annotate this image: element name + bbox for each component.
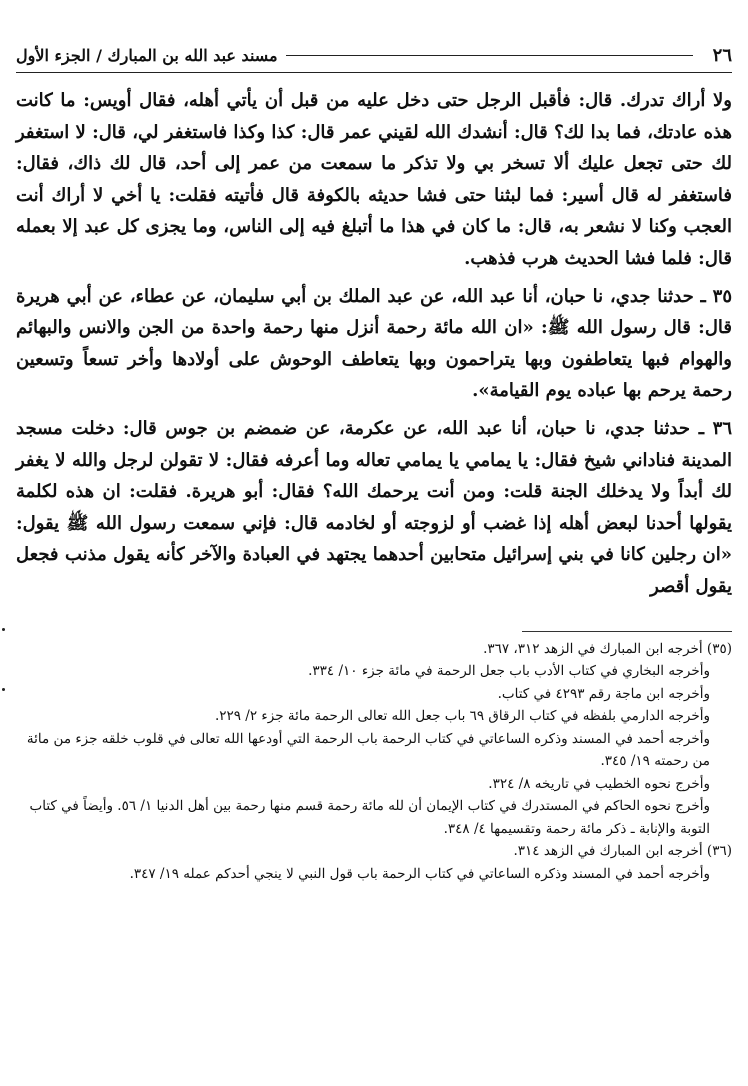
- hadith-text: حدثنا جدي، نا حبان، أنا عبد الله، عن عبد الملك بن أبي سليمان، عن عطاء، عن أبي هريرة قال: قال رسول الله ﷺ: «ان الله مائة رحمة أنزل منها رحمة واحدة من الجن والانس والبهائم والهوام فبها يتعاطفون وبها يتراحمون وبها يتعاطف الوحوش على أولادها وأخر تسعاً وتسعين رحمة يرحم بها عباده يوم القيامة».: [16, 285, 732, 402]
- footnote-36: [16, 840, 732, 885]
- hadith-36: [16, 413, 732, 603]
- page-number: ٢٦: [712, 44, 732, 66]
- footnote-line: وأخرجه البخاري في كتاب الأدب باب جعل الرحمة في مائة جزء ١٠/ ٣٣٤.: [308, 663, 710, 679]
- footnote-line: (٣٥) أخرجه ابن المبارك في الزهد ٣١٢، ٣٦٧.: [483, 640, 732, 657]
- hadith-text: حدثنا جدي، نا حبان، أنا عبد الله، عن عكرمة، عن ضمضم بن جوس قال: دخلت مسجد المدينة فناداني شيخ فقال: يا يمامي يا يمامي تعاله وما أعرفه فقال: لا تقولن لرجل والله لا يغفر لك أبداً ولا يدخلك الجنة قلت: ومن أنت يرحمك الله؟ فقال: أبو هريرة. فقلت: ان هذه لكلمة يقولها أحدنا لبعض أهله إذا غضب أو لزوجته أو لخادمه قال: فإني سمعت رسول الله ﷺ يقول: «ان رجلين كانا في بني إسرائيل متحابين أحدهما يجتهد في العبادة والآخر كأنه يقول مذنب فجعل يقول أقصر: [16, 417, 732, 597]
- main-text: [16, 85, 732, 603]
- footnote-line: وأخرج نحوه الحاكم في المستدرك في كتاب الإيمان أن لله مائة رحمة قسم منها رحمة بين أهل الدنيا ١/ ٥٦. وأيضاً في كتاب التوبة والإنابة ـ ذكر مائة رحمة وتقسيمها ٤/ ٣٤٨.: [29, 798, 710, 837]
- book-page: [16, 40, 732, 1070]
- paragraph-continuation: [16, 85, 732, 275]
- footnote-line: وأخرجه ابن ماجة رقم ٤٢٩٣ في كتاب.: [497, 685, 710, 702]
- hadith-number: ٣٥ ـ: [700, 285, 732, 307]
- footnote-line: وأخرجه الدارمي بلفظه في كتاب الرقاق ٦٩ باب جعل الله تعالى الرحمة مائة جزء ٢/ ٢٢٩.: [214, 708, 710, 724]
- footnotes-divider: [522, 631, 732, 632]
- header-divider: [286, 55, 693, 56]
- footnotes: [16, 638, 732, 886]
- hadith-number: ٣٦ ـ: [698, 417, 732, 439]
- footnote-line: وأخرجه أحمد في المسند وذكره الساعاتي في كتاب الرحمة باب الرحمة التي أودعها الله تعالى في قلوب خلقه جزء من مائة من رحمته ١٩/ ٣٤٥.: [26, 730, 710, 769]
- book-title: مسند عبد الله بن المبارك / الجزء الأول: [16, 45, 278, 65]
- footnote-line: وأخرج نحوه الخطيب في تاريخه ٨/ ٣٢٤.: [488, 775, 710, 792]
- margin-speck: [2, 688, 5, 691]
- running-header: [16, 40, 732, 73]
- paragraph-text: ولا أراك تدرك. قال: فأقبل الرجل حتى دخل عليه من قبل أن يأتي أهله، فقال أويس: ما كانت هذه عادتك، فما بدا لك؟ قال: أنشدك الله لقيني عمر قال: كذا وكذا فاستغفر لي، قال: لا استغفر لك حتى تجعل عليك ألا تسخر بي ولا تذكر ما سمعت من عمر إلى أحد، قال لك ذاك، فقال: فاستغفر له قال أسير: فما لبثنا حتى فشا حديثه بالكوفة قال فأتيته فقلت: يا أخي لا أراك أنت العجب وكنا لا نشعر به، قال: ما كان في هذا ما أتبلغ فيه إلى الناس، وما يجزى كل عبد إلا بعمله قال: فلما فشا الحديث هرب فذهب.: [16, 90, 732, 269]
- footnote-35: [16, 638, 732, 841]
- footnote-line: وأخرجه أحمد في المسند وذكره الساعاتي في كتاب الرحمة باب قول النبي لا ينجي أحدكم عمله ١٩/ ٣٤٧.: [129, 865, 710, 882]
- hadith-35: [16, 281, 732, 407]
- footnote-line: (٣٦) أخرجه ابن المبارك في الزهد ٣١٤.: [513, 843, 732, 859]
- margin-speck: [2, 628, 5, 631]
